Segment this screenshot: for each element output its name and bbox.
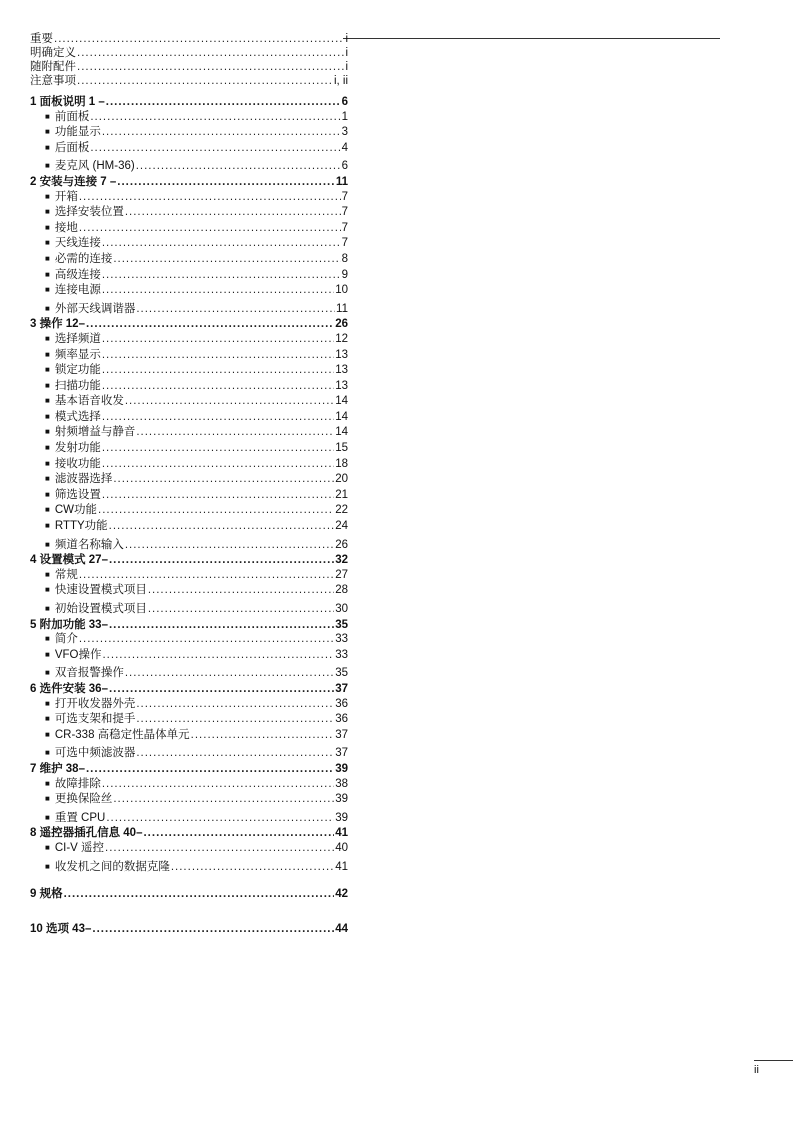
toc-item[interactable] — [30, 221, 348, 237]
toc-title: VFO操作 — [54, 648, 102, 661]
toc-title: 1 面板说明 1 – — [30, 96, 105, 108]
toc-page-number: 21 — [335, 488, 348, 501]
dot-leader — [86, 762, 334, 777]
toc-page-number: 7 — [341, 190, 348, 203]
toc-title: 更换保险丝 — [54, 793, 113, 806]
toc-item[interactable] — [30, 666, 348, 682]
toc-page-number: 24 — [335, 520, 348, 533]
dot-leader — [113, 792, 334, 807]
toc-item[interactable] — [30, 252, 348, 268]
toc-title: 9 规格 — [30, 888, 63, 901]
toc-page-number: 27 — [335, 568, 348, 581]
toc-page-number: 3 — [341, 126, 348, 139]
toc-page-number: 41 — [335, 860, 348, 873]
toc-item[interactable] — [30, 410, 348, 426]
toc-title: 10 选项 43– — [30, 922, 92, 935]
toc-title: 天线连接 — [54, 237, 101, 250]
toc-item[interactable] — [30, 712, 348, 728]
bullet-square-icon: ■ — [45, 207, 50, 217]
bullet-square-icon: ■ — [45, 269, 50, 279]
toc-page-number: 11 — [335, 175, 348, 188]
toc-title: 开箱 — [54, 190, 78, 203]
dot-leader — [102, 777, 334, 792]
toc-page-number: 39 — [335, 811, 348, 824]
toc-title: 前面板 — [54, 110, 90, 123]
toc-item[interactable] — [30, 425, 348, 441]
dot-leader — [109, 553, 334, 568]
toc-title: 7 维护 38– — [30, 762, 85, 775]
dot-leader — [148, 602, 334, 617]
toc-page-number: 18 — [335, 457, 348, 470]
dot-leader — [98, 503, 334, 518]
bullet-square-icon: ■ — [45, 842, 50, 852]
toc-chapter[interactable] — [30, 762, 348, 777]
toc-title: 外部天线调谐器 — [54, 302, 136, 315]
toc-title: 3 操作 12– — [30, 318, 85, 331]
toc-title: 麦克风 (HM-36) — [54, 160, 135, 173]
toc-page-number: 14 — [335, 426, 348, 439]
dot-leader — [143, 826, 334, 841]
toc-page-number: 6 — [341, 160, 348, 173]
toc-item[interactable] — [30, 860, 348, 876]
toc-title: 快速设置模式项目 — [54, 584, 147, 597]
bullet-square-icon: ■ — [45, 253, 50, 263]
toc-item[interactable] — [30, 602, 348, 618]
toc-title: 2 安装与连接 7 – — [30, 175, 117, 188]
dot-leader — [102, 268, 341, 283]
toc-title: 重置 CPU — [54, 811, 106, 824]
toc-page-number: 39 — [335, 762, 348, 775]
dot-leader — [64, 887, 335, 902]
bullet-square-icon: ■ — [45, 411, 50, 421]
toc-page-number: 37 — [335, 747, 348, 760]
dot-leader — [109, 519, 335, 534]
toc-item[interactable] — [30, 746, 348, 762]
toc-item[interactable] — [30, 110, 348, 126]
dot-leader — [102, 125, 341, 140]
toc-front-entry[interactable] — [30, 46, 348, 60]
bullet-square-icon: ■ — [45, 427, 50, 437]
bullet-square-icon: ■ — [45, 222, 50, 232]
dot-leader — [102, 363, 334, 378]
toc-item[interactable] — [30, 811, 348, 827]
toc-title: 4 设置模式 27– — [30, 554, 108, 567]
toc-page-number: 13 — [335, 364, 348, 377]
dot-leader — [90, 110, 340, 125]
toc-title: CI-V 遥控 — [54, 841, 105, 854]
toc-chapter[interactable] — [30, 553, 348, 568]
toc-title: 双音报警操作 — [54, 667, 124, 680]
toc-item[interactable] — [30, 648, 348, 664]
bullet-square-icon: ■ — [45, 191, 50, 201]
toc-item[interactable] — [30, 728, 348, 744]
toc-item[interactable] — [30, 841, 348, 857]
dot-leader — [102, 457, 334, 472]
toc-title: 接收功能 — [54, 457, 101, 470]
toc-page-number: 8 — [341, 252, 348, 265]
toc-title: 可选支架和提手 — [54, 713, 136, 726]
bullet-square-icon: ■ — [45, 111, 50, 121]
bullet-square-icon: ■ — [45, 303, 50, 313]
toc-title: 滤波器选择 — [54, 473, 113, 486]
toc-title: 8 遥控器插孔信息 40– — [30, 827, 143, 840]
toc-item[interactable] — [30, 236, 348, 252]
toc-title: 打开收发器外壳 — [54, 697, 136, 710]
toc-page-number: 6 — [341, 96, 348, 108]
toc-item[interactable] — [30, 379, 348, 395]
dot-leader — [136, 712, 334, 727]
toc-title: 重要 — [30, 33, 53, 45]
bullet-square-icon: ■ — [45, 861, 50, 871]
bullet-square-icon: ■ — [45, 585, 50, 595]
dot-leader — [79, 190, 341, 205]
toc-page-number: 36 — [335, 713, 348, 726]
dot-leader — [102, 332, 334, 347]
dot-leader — [125, 666, 334, 681]
toc-title: 明确定义 — [30, 47, 76, 59]
bullet-square-icon: ■ — [45, 142, 50, 152]
toc-page-number: 13 — [335, 348, 348, 361]
toc-item[interactable] — [30, 488, 348, 504]
dot-leader — [117, 175, 335, 190]
toc-page-number: 39 — [335, 793, 348, 806]
bullet-square-icon: ■ — [45, 333, 50, 343]
dot-leader — [125, 394, 334, 409]
dot-leader — [148, 583, 334, 598]
toc-chapter[interactable] — [30, 826, 348, 841]
toc-item[interactable] — [30, 472, 348, 488]
toc-item[interactable] — [30, 394, 348, 410]
dot-leader — [136, 425, 334, 440]
dot-leader — [105, 841, 334, 856]
toc-title: 5 附加功能 33– — [30, 618, 108, 631]
toc-page-number: 20 — [335, 473, 348, 486]
toc-chapter[interactable] — [30, 922, 348, 937]
dot-leader — [77, 46, 344, 60]
dot-leader — [79, 632, 334, 647]
toc-title: 必需的连接 — [54, 252, 113, 265]
toc-item[interactable] — [30, 583, 348, 599]
dot-leader — [77, 60, 344, 74]
bullet-square-icon: ■ — [45, 285, 50, 295]
bullet-square-icon: ■ — [45, 521, 50, 531]
toc-page-number: 22 — [335, 504, 348, 517]
toc-item[interactable] — [30, 503, 348, 519]
dot-leader — [171, 860, 334, 875]
bullet-square-icon: ■ — [45, 748, 50, 758]
dot-leader — [106, 811, 334, 826]
toc-title: 故障排除 — [54, 777, 101, 790]
toc-title: 常规 — [54, 568, 78, 581]
footer-page-number: ii — [754, 1064, 759, 1076]
bullet-square-icon: ■ — [45, 649, 50, 659]
toc-title: 选择频道 — [54, 332, 101, 345]
toc-item[interactable] — [30, 792, 348, 808]
toc-title: CW功能 — [54, 504, 98, 517]
toc-title: 模式选择 — [54, 410, 101, 423]
toc-item[interactable] — [30, 159, 348, 175]
toc-page-number: 33 — [335, 633, 348, 646]
dot-leader — [136, 746, 334, 761]
toc-page-number: i — [345, 61, 348, 73]
toc-title: 随附配件 — [30, 61, 76, 73]
bullet-square-icon: ■ — [45, 812, 50, 822]
toc-page-number: 37 — [335, 682, 348, 695]
toc-front-entry[interactable] — [30, 74, 348, 88]
toc-title: 初始设置模式项目 — [54, 603, 147, 615]
toc-item[interactable] — [30, 302, 348, 318]
toc-page-number: 1 — [341, 110, 348, 123]
toc-page-number: 11 — [336, 302, 348, 315]
toc-chapter[interactable] — [30, 317, 348, 332]
toc-page-number: 40 — [335, 841, 348, 854]
toc-item[interactable] — [30, 441, 348, 457]
toc-page-number: 37 — [335, 728, 348, 741]
toc-item[interactable] — [30, 519, 348, 535]
toc-page-number: 32 — [335, 554, 348, 567]
toc-item[interactable] — [30, 283, 348, 299]
dot-leader — [102, 488, 334, 503]
bullet-square-icon: ■ — [45, 539, 50, 549]
toc-title: 射频增益与静音 — [54, 426, 136, 439]
toc-page-number: 4 — [341, 141, 348, 154]
toc-page-number: i, ii — [333, 75, 348, 87]
bullet-square-icon: ■ — [45, 349, 50, 359]
toc-item[interactable] — [30, 632, 348, 648]
toc-page-number: 7 — [341, 237, 348, 250]
toc-page-number: 26 — [335, 318, 348, 331]
toc-item[interactable] — [30, 568, 348, 584]
dot-leader — [125, 538, 334, 553]
bullet-square-icon: ■ — [45, 161, 50, 171]
toc-title: 功能显示 — [54, 126, 101, 139]
dot-leader — [79, 568, 334, 583]
dot-leader — [109, 682, 334, 697]
toc-page-number: 35 — [335, 618, 348, 631]
bullet-square-icon: ■ — [45, 505, 50, 515]
dot-leader — [92, 922, 334, 937]
bullet-square-icon: ■ — [45, 569, 50, 579]
toc-title: CR-338 高稳定性晶体单元 — [54, 728, 190, 741]
dot-leader — [102, 283, 334, 298]
toc-item[interactable] — [30, 348, 348, 364]
bullet-square-icon: ■ — [45, 604, 50, 613]
toc-page-number: 10 — [335, 284, 348, 297]
bullet-square-icon: ■ — [45, 668, 50, 678]
bullet-square-icon: ■ — [45, 778, 50, 788]
toc-page-number: 33 — [335, 648, 348, 661]
toc-page-number: i — [345, 33, 348, 45]
dot-leader — [77, 74, 333, 88]
dot-leader — [191, 728, 335, 743]
bullet-square-icon: ■ — [45, 443, 50, 453]
toc-title: 选择安装位置 — [54, 206, 124, 219]
toc-page-number: 35 — [335, 667, 348, 680]
bullet-square-icon: ■ — [45, 489, 50, 499]
toc-title: 频率显示 — [54, 348, 101, 361]
toc-item[interactable] — [30, 697, 348, 713]
toc-title: 6 选件安装 36– — [30, 682, 108, 695]
toc-page-number: 26 — [335, 538, 348, 551]
toc-title: 后面板 — [54, 141, 90, 154]
toc-chapter[interactable] — [30, 95, 348, 110]
dot-leader — [86, 317, 334, 332]
toc-page-number: 9 — [341, 268, 348, 281]
toc-title: 收发机之间的数据克隆 — [54, 860, 170, 873]
toc-item[interactable] — [30, 457, 348, 473]
dot-leader — [136, 159, 341, 174]
toc-page-number: 36 — [335, 697, 348, 710]
table-of-contents — [30, 32, 348, 936]
toc-title: 可选中频滤波器 — [54, 747, 136, 760]
toc-page-number: 12 — [335, 332, 348, 345]
toc-title: 接地 — [54, 221, 78, 234]
toc-title: 高级连接 — [54, 268, 101, 281]
bullet-square-icon: ■ — [45, 396, 50, 406]
dot-leader — [102, 410, 334, 425]
bullet-square-icon: ■ — [45, 474, 50, 484]
dot-leader — [113, 252, 340, 267]
toc-item[interactable] — [30, 125, 348, 141]
dot-leader — [102, 236, 341, 251]
toc-chapter[interactable] — [30, 175, 348, 190]
toc-title: 连接电源 — [54, 284, 101, 297]
bullet-square-icon: ■ — [45, 127, 50, 137]
dot-leader — [102, 379, 334, 394]
toc-page-number: 14 — [335, 410, 348, 423]
toc-title: 发射功能 — [54, 442, 101, 455]
dot-leader — [113, 472, 334, 487]
bullet-square-icon: ■ — [45, 729, 50, 739]
bullet-square-icon: ■ — [45, 458, 50, 468]
toc-chapter[interactable] — [30, 887, 348, 902]
bullet-square-icon: ■ — [45, 238, 50, 248]
toc-page-number: 38 — [335, 777, 348, 790]
toc-page-number: 15 — [335, 442, 348, 455]
header-rule — [343, 38, 720, 39]
dot-leader — [90, 141, 340, 156]
dot-leader — [136, 302, 335, 317]
toc-front-entry[interactable] — [30, 60, 348, 74]
toc-title: 注意事项 — [30, 75, 76, 87]
toc-item[interactable] — [30, 538, 348, 554]
toc-front-entry[interactable] — [30, 32, 348, 46]
toc-title: 扫描功能 — [54, 379, 101, 392]
toc-item[interactable] — [30, 205, 348, 221]
toc-page-number: 7 — [341, 221, 348, 234]
toc-item[interactable] — [30, 190, 348, 206]
bullet-square-icon: ■ — [45, 698, 50, 708]
toc-title: 频道名称输入 — [54, 538, 124, 551]
toc-page-number: 7 — [341, 206, 348, 219]
footer-rule — [754, 1060, 793, 1061]
bullet-square-icon: ■ — [45, 365, 50, 375]
toc-page-number: 44 — [335, 922, 348, 935]
dot-leader — [79, 221, 341, 236]
bullet-square-icon: ■ — [45, 380, 50, 390]
dot-leader — [125, 205, 341, 220]
toc-title: 锁定功能 — [54, 364, 101, 377]
toc-page-number: 42 — [335, 888, 348, 901]
toc-item[interactable] — [30, 777, 348, 793]
toc-title: 筛选设置 — [54, 488, 101, 501]
toc-page-number: 41 — [335, 827, 348, 840]
toc-item[interactable] — [30, 141, 348, 157]
toc-chapter[interactable] — [30, 682, 348, 697]
toc-chapter[interactable] — [30, 618, 348, 633]
dot-leader — [109, 618, 334, 633]
toc-page-number: 28 — [335, 584, 348, 597]
bullet-square-icon: ■ — [45, 794, 50, 804]
dot-leader — [54, 32, 344, 46]
bullet-square-icon: ■ — [45, 634, 50, 644]
dot-leader — [102, 348, 334, 363]
toc-item[interactable] — [30, 332, 348, 348]
toc-item[interactable] — [30, 363, 348, 379]
toc-page-number: i — [345, 47, 348, 59]
dot-leader — [102, 441, 334, 456]
dot-leader — [136, 697, 334, 712]
toc-title: 基本语音收发 — [54, 395, 124, 408]
toc-title: 简介 — [54, 633, 78, 646]
dot-leader — [102, 648, 334, 663]
toc-page-number: 30 — [335, 603, 348, 615]
bullet-square-icon: ■ — [45, 714, 50, 724]
toc-item[interactable] — [30, 268, 348, 284]
toc-page-number: 14 — [335, 395, 348, 408]
dot-leader — [106, 95, 341, 110]
toc-page-number: 13 — [335, 379, 348, 392]
toc-title: RTTY功能 — [54, 520, 108, 533]
